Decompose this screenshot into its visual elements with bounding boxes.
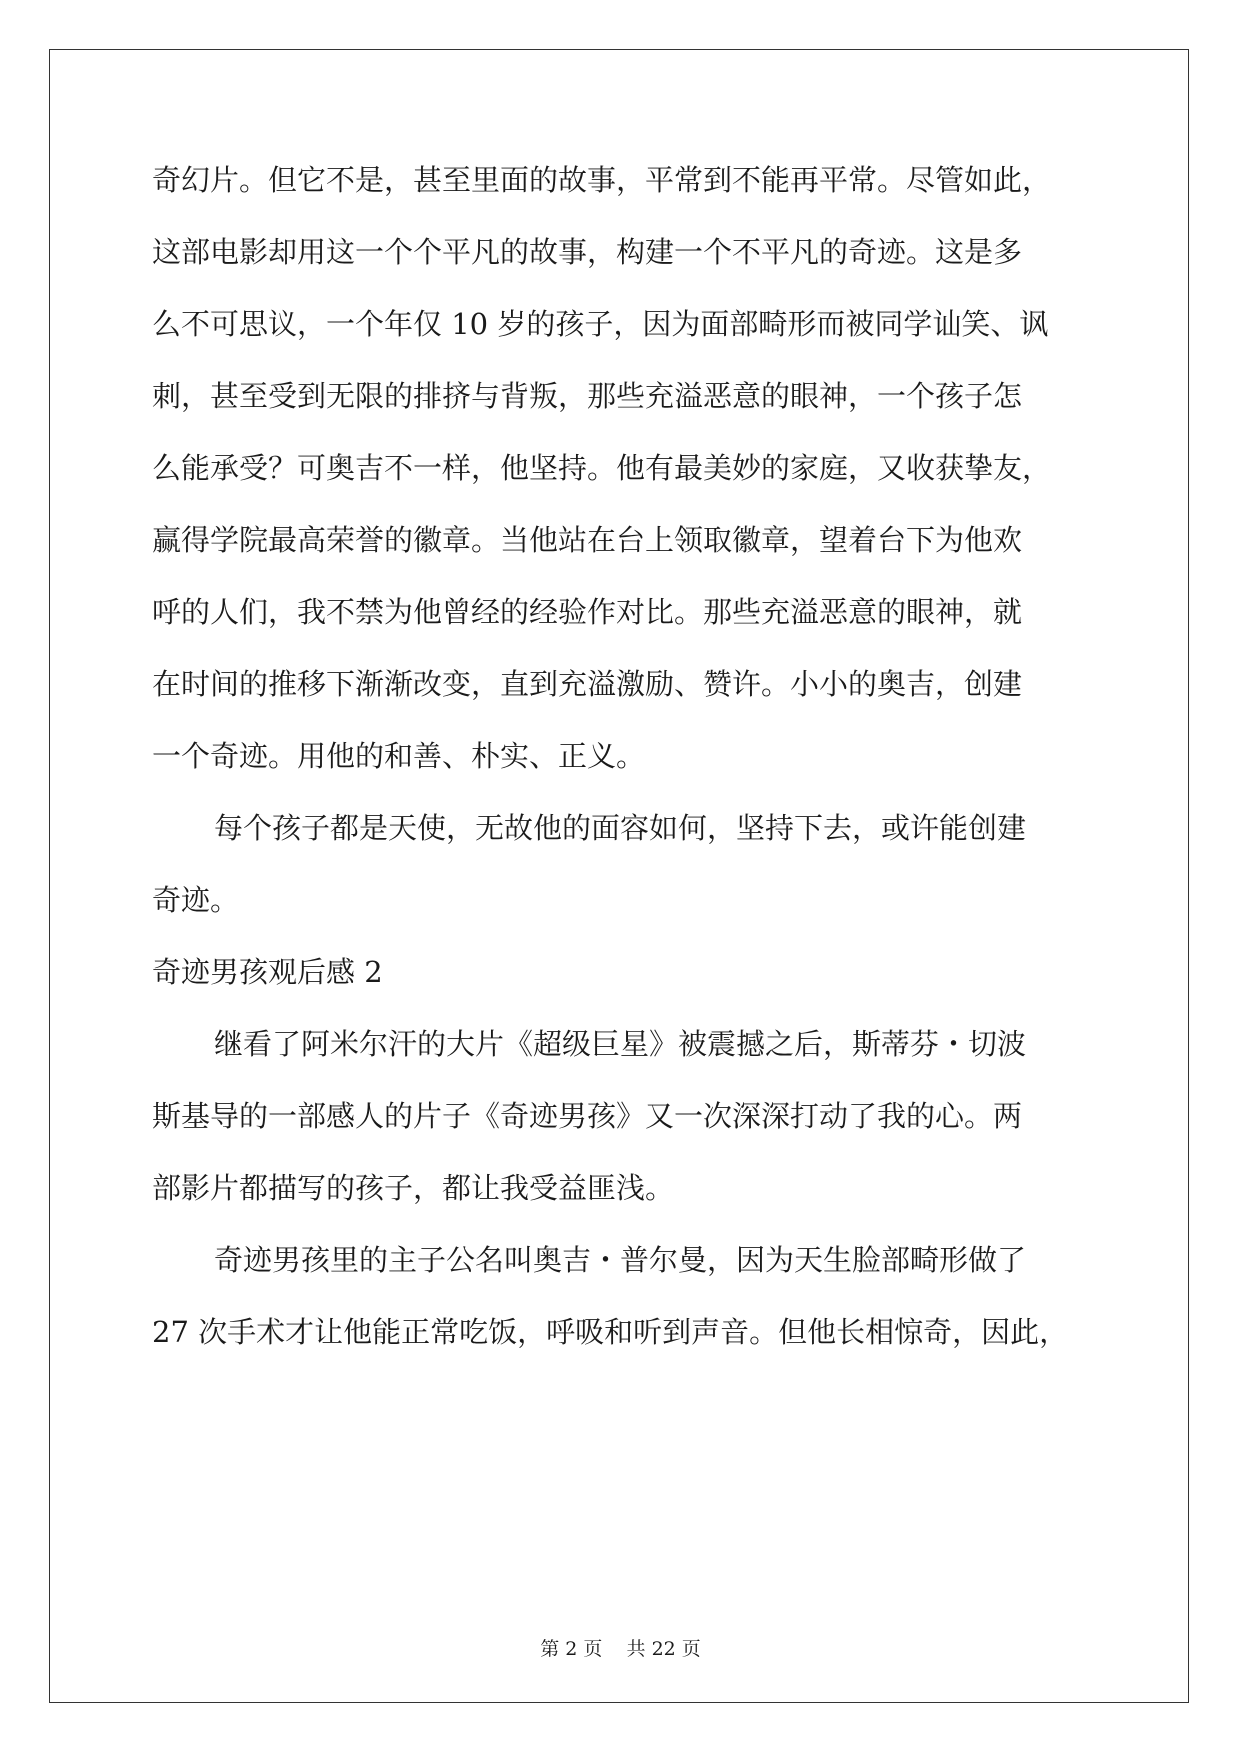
paragraph-line: 奇幻片。但它不是，甚至里面的故事，平常到不能再平常。尽管如此， (152, 163, 1052, 197)
paragraph-line: 在时间的推移下渐渐改变，直到充溢激励、赞许。小小的奥吉，创建 (152, 667, 1023, 701)
paragraph-line: 赢得学院最高荣誉的徽章。当他站在台上领取徽章，望着台下为他欢 (152, 523, 1023, 557)
section-heading: 奇迹男孩观后感 2 (152, 955, 383, 989)
paragraph-line: 27 次手术才让他能正常吃饭，呼吸和听到声音。但他长相惊奇，因此， (152, 1315, 1069, 1349)
paragraph-line: 呼的人们，我不禁为他曾经的经验作对比。那些充溢恶意的眼神，就 (152, 595, 1023, 629)
page-border (49, 49, 1189, 1703)
paragraph-line: 一个奇迹。用他的和善、朴实、正义。 (152, 739, 646, 773)
paragraph-line: 刺，甚至受到无限的排挤与背叛，那些充溢恶意的眼神，一个孩子怎 (152, 379, 1023, 413)
paragraph-line: 每个孩子都是天使，无故他的面容如何，坚持下去，或许能创建 (214, 811, 1027, 845)
paragraph-line: 继看了阿米尔汗的大片《超级巨星》被震撼之后，斯蒂芬・切波 (214, 1027, 1027, 1061)
paragraph-line: 么能承受？可奥吉不一样，他坚持。他有最美妙的家庭，又收获挚友， (152, 451, 1052, 485)
paragraph-line: 部影片都描写的孩子，都让我受益匪浅。 (152, 1171, 675, 1205)
paragraph-line: 斯基导的一部感人的片子《奇迹男孩》又一次深深打动了我的心。两 (152, 1099, 1023, 1133)
paragraph-line: 么不可思议，一个年仅 10 岁的孩子，因为面部畸形而被同学讪笑、讽 (152, 307, 1049, 341)
paragraph-line: 奇迹。 (152, 883, 240, 917)
paragraph-line: 这部电影却用这一个个平凡的故事，构建一个不平凡的奇迹。这是多 (152, 235, 1023, 269)
page-number: 第 2 页 共 22 页 (540, 1638, 701, 1660)
paragraph-line: 奇迹男孩里的主子公名叫奥吉・普尔曼，因为天生脸部畸形做了 (214, 1243, 1027, 1277)
page-footer (0, 1637, 1241, 1661)
